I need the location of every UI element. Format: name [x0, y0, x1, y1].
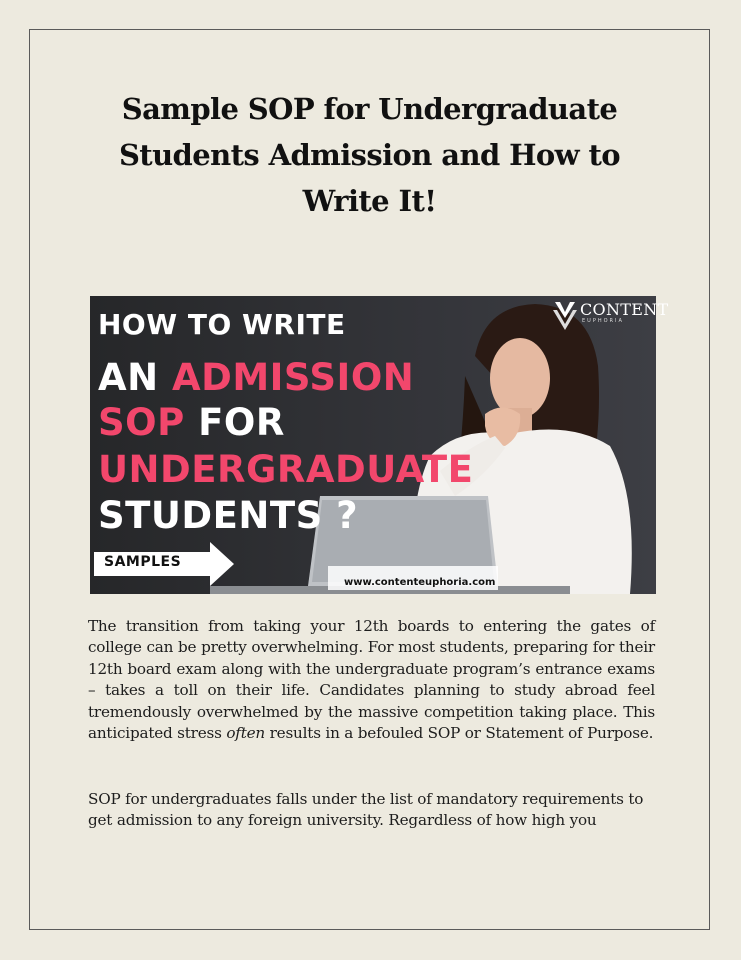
website-label: www.contenteuphoria.com	[344, 577, 496, 588]
banner-line-2	[98, 356, 414, 399]
banner-line-5	[98, 494, 358, 537]
title-line-1: Sample SOP for Undergraduate	[121, 92, 618, 126]
banner-line-2-pink: ADMISSION	[171, 356, 415, 399]
paragraph-intro	[88, 616, 655, 744]
banner-line-4	[98, 448, 473, 491]
paragraph-requirements: SOP for undergraduates falls under the list of mandatory requirements to get admission to any foreign university. Regardless of how high you	[88, 790, 644, 830]
paragraph-intro-end: results in a befouled SOP or Statement of Purpose.	[264, 724, 654, 743]
banner-line-4-pink: UNDERGRADUATE	[98, 448, 474, 491]
hero-banner-image	[90, 296, 669, 594]
banner-line-3-white: FOR	[198, 401, 285, 444]
title-line-2: Students Admission and How to	[118, 138, 621, 172]
banner-line-3-pink: SOP	[98, 401, 199, 444]
banner-line-1: HOW TO WRITE	[98, 308, 346, 341]
banner-line-3	[98, 401, 285, 444]
banner-line-2-white: AN	[98, 356, 172, 399]
brand-name: CONTENT	[580, 300, 669, 319]
paragraph-intro-start: The transition from taking your 12th boards to entering the gates of college can be pretty overwhelming. For most students, preparing for their 12th board exam along with the undergraduate program’s entrance exams – takes a toll on their life. Candidates planning to study abroad feel tremendously overwhelmed by the massive competition taking place. This anticipated stress	[88, 617, 655, 743]
samples-label: SAMPLES	[104, 554, 182, 570]
banner-line-5-white: STUDENTS ?	[98, 494, 359, 537]
document-title	[29, 86, 710, 224]
brand-subtitle: EUPHORIA	[582, 318, 624, 324]
title-line-3: Write It!	[302, 184, 437, 218]
paragraph-intro-emphasis: often	[226, 724, 265, 743]
